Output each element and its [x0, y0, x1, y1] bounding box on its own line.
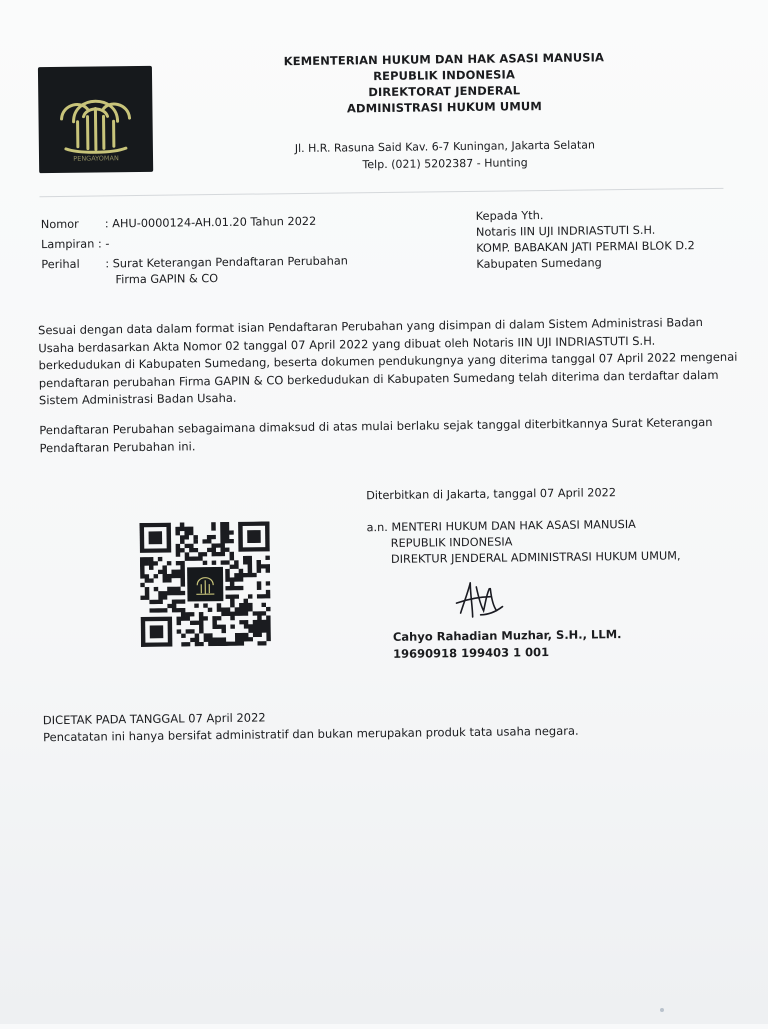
ministry-name: KEMENTERIAN HUKUM DAN HAK ASASI MANUSIA	[258, 49, 630, 70]
recipient-greeting: Kepada Yth.	[476, 206, 736, 225]
lampiran-row	[41, 233, 405, 253]
qr-finder-bottom-left	[141, 617, 173, 647]
recipient-address: KOMP. BABAKAN JATI PERMAI BLOK D.2	[476, 238, 736, 257]
directorate-name: ADMINISTRASI HUKUM UMUM	[258, 97, 630, 118]
print-date: DICETAK PADA TANGGAL 07 April 2022	[43, 706, 579, 729]
signer-on-behalf: a.n. MENTERI HUKUM DAN HAK ASASI MANUSIA	[366, 516, 680, 536]
perihal-value	[105, 253, 405, 289]
perihal-value-line-1: : Surat Keterangan Pendaftaran Perubahan	[105, 253, 405, 273]
disclaimer-note: Pencatatan ini hanya bersifat administratif dan bukan merupakan produk tata usaha negara.	[43, 722, 579, 745]
nomor-row	[41, 213, 405, 233]
country-name: REPUBLIK INDONESIA	[258, 65, 630, 86]
pengayoman-tree-icon	[38, 66, 153, 173]
letterhead-title	[258, 49, 631, 118]
directorate-label: DIREKTORAT JENDERAL	[258, 81, 630, 102]
header-divider	[39, 188, 723, 197]
speck	[660, 1008, 664, 1012]
nomor-value: : AHU-0000124-AH.01.20 Tahun 2022	[105, 213, 405, 233]
lampiran-value: : -	[98, 236, 110, 252]
issuance-place-date: Diterbitkan di Jakarta, tanggal 07 April 2022	[366, 485, 616, 504]
signatory-name: Cahyo Rahadian Muzhar, S.H., LLM.	[393, 626, 622, 646]
perihal-value-line-2: Firma GAPIN & CO	[105, 269, 405, 289]
signer-country: REPUBLIK INDONESIA	[367, 532, 681, 552]
street-address: Jl. H.R. Rasuna Said Kav. 6-7 Kuningan, Jakarta Selatan	[259, 136, 631, 158]
signatory-nip: 19690918 199403 1 001	[393, 643, 622, 663]
recipient-block	[476, 206, 737, 273]
ministry-logo	[38, 66, 153, 173]
signatory	[393, 626, 622, 663]
letterhead-address	[259, 136, 631, 175]
logo-caption: PENGAYOMAN	[73, 154, 119, 163]
print-footer	[43, 706, 579, 746]
perihal-row	[41, 253, 405, 289]
recipient-city: Kabupaten Sumedang	[476, 254, 736, 273]
signer-block	[366, 516, 680, 568]
qr-code-icon	[139, 521, 271, 647]
body-paragraph-1: Sesuai dengan data dalam format isian Pendaftaran Perubahan yang disimpan di dalam Sistem Administrasi Badan Usaha berdasarkan Akta Nomor 02 tanggal 07 April 2022 yang dibuat oleh Notaris IIN UJI INDRIASTUTI S.H. berkedudukan di Kabupaten Sumedang, beserta dokumen pendukungnya yang diterima tanggal 07 April 2022 mengenai pendaftaran perubahan Firma GAPIN & CO berkedudukan di Kabupaten Sumedang telah diterima dan terdaftar dalam Sistem Administrasi Badan Usaha.	[38, 314, 739, 410]
handwritten-signature	[450, 576, 511, 623]
lampiran-label: Lampiran	[41, 237, 94, 254]
qr-finder-top-right	[238, 521, 270, 551]
body-paragraph-2: Pendaftaran Perubahan sebagaimana dimaksud di atas mulai berlaku sejak tanggal diterbitkannya Surat Keterangan Pendaftaran Perubahan ini.	[39, 414, 739, 458]
recipient-name: Notaris IIN UJI INDRIASTUTI S.H.	[476, 222, 736, 241]
signer-position: DIREKTUR JENDERAL ADMINISTRASI HUKUM UMUM,	[367, 548, 681, 568]
phone-number: Telp. (021) 5202387 - Hunting	[259, 153, 631, 175]
letter-metadata	[41, 213, 406, 289]
nomor-label: Nomor	[41, 216, 105, 233]
qr-finder-top-left	[139, 523, 171, 553]
perihal-label: Perihal	[41, 256, 105, 289]
